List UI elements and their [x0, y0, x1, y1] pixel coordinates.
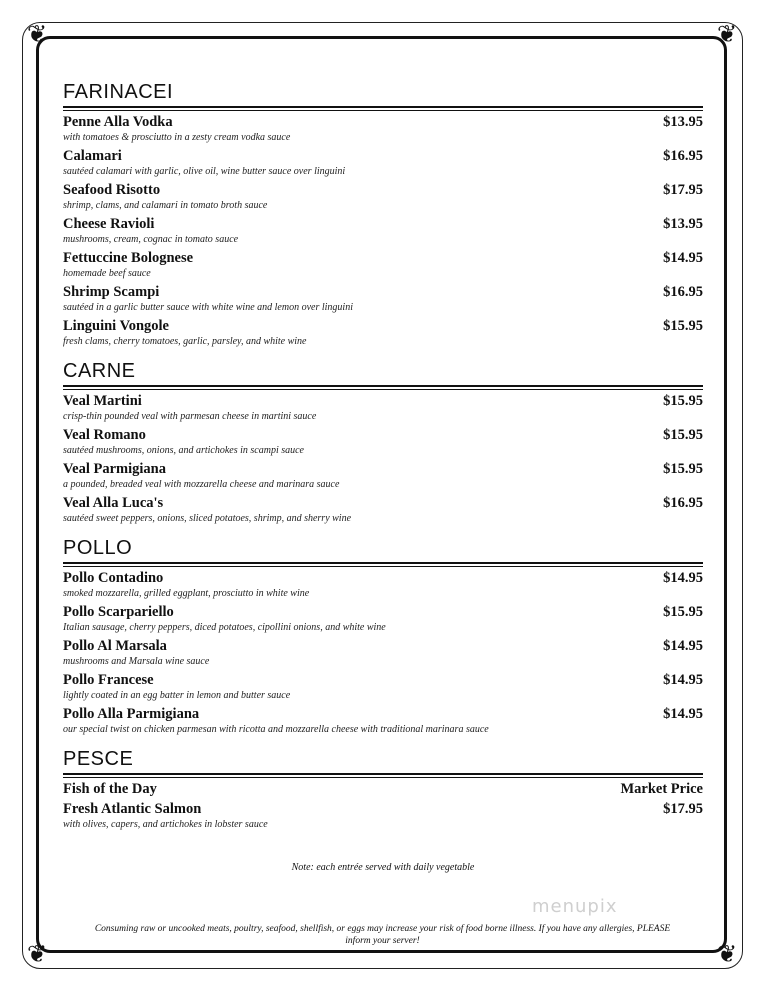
menu-item — [63, 461, 703, 492]
item-name: Fish of the Day — [63, 781, 157, 797]
item-description: sautéed in a garlic butter sauce with white wine and lemon over linguini — [63, 302, 353, 313]
item-description: homemade beef sauce — [63, 268, 151, 279]
item-name: Veal Romano — [63, 427, 146, 443]
entree-note: Note: each entrée served with daily vegetable — [291, 862, 475, 873]
menu-item — [63, 638, 703, 669]
item-description: fresh clams, cherry tomatoes, garlic, parsley, and white wine — [63, 336, 307, 347]
menu-section-farinacei — [63, 80, 703, 349]
item-price: $15.95 — [663, 604, 703, 620]
item-description: with tomatoes & prosciutto in a zesty cream vodka sauce — [63, 132, 291, 143]
item-name: Cheese Ravioli — [63, 216, 155, 232]
section-rule — [63, 562, 703, 567]
corner-ornament-icon: ❦ — [716, 942, 738, 968]
item-name: Seafood Risotto — [63, 182, 161, 198]
item-price: $13.95 — [663, 216, 703, 232]
item-description: our special twist on chicken parmesan with ricotta and mozzarella cheese with traditional marinara sauce — [63, 724, 489, 735]
menu-item — [63, 393, 703, 424]
section-rule — [63, 773, 703, 778]
item-price: $17.95 — [663, 801, 703, 817]
item-name: Pollo Scarpariello — [63, 604, 174, 620]
item-description: mushrooms and Marsala wine sauce — [63, 656, 210, 667]
item-name: Linguini Vongole — [63, 318, 169, 334]
item-price: $16.95 — [663, 495, 703, 511]
corner-ornament-icon: ❦ — [26, 942, 48, 968]
allergy-disclaimer: Consuming raw or uncooked meats, poultry, seafood, shellfish, or eggs may increase your risk of food borne illness. If you have any allergies, PLEASE inform your server! — [94, 924, 671, 946]
menu-item — [63, 672, 703, 703]
item-price: $13.95 — [663, 114, 703, 130]
item-description: sautéed sweet peppers, onions, sliced potatoes, shrimp, and sherry wine — [63, 513, 352, 524]
menu-item — [63, 495, 703, 526]
item-name: Veal Alla Luca's — [63, 495, 164, 511]
item-description: sautéed calamari with garlic, olive oil, wine butter sauce over linguini — [63, 166, 346, 177]
menu-item — [63, 182, 703, 213]
item-price: $15.95 — [663, 393, 703, 409]
item-description: sautéed mushrooms, onions, and artichokes in scampi sauce — [63, 445, 304, 456]
item-description: shrimp, clams, and calamari in tomato broth sauce — [63, 200, 268, 211]
item-price: $15.95 — [663, 318, 703, 334]
section-rule — [63, 385, 703, 390]
item-price: $17.95 — [663, 182, 703, 198]
item-price: $14.95 — [663, 570, 703, 586]
menu-item — [63, 604, 703, 635]
item-price: Market Price — [620, 781, 703, 797]
item-name: Veal Parmigiana — [63, 461, 166, 477]
item-name: Pollo Al Marsala — [63, 638, 167, 654]
item-description: crisp-thin pounded veal with parmesan cheese in martini sauce — [63, 411, 317, 422]
item-name: Veal Martini — [63, 393, 142, 409]
menu-content — [63, 80, 703, 842]
corner-ornament-icon: ❦ — [26, 22, 48, 48]
section-title: CARNE — [63, 360, 136, 382]
item-price: $15.95 — [663, 461, 703, 477]
menu-item — [63, 318, 703, 349]
section-title: POLLO — [63, 537, 133, 559]
menu-item — [63, 284, 703, 315]
menu-item — [63, 216, 703, 247]
item-price: $14.95 — [663, 638, 703, 654]
menu-item — [63, 114, 703, 145]
item-name: Pollo Alla Parmigiana — [63, 706, 200, 722]
item-description: mushrooms, cream, cognac in tomato sauce — [63, 234, 239, 245]
item-price: $16.95 — [663, 148, 703, 164]
item-name: Penne Alla Vodka — [63, 114, 173, 130]
menu-item — [63, 781, 703, 798]
item-price: $16.95 — [663, 284, 703, 300]
item-description: Italian sausage, cherry peppers, diced potatoes, cipollini onions, and white wine — [63, 622, 386, 633]
item-description: a pounded, breaded veal with mozzarella cheese and marinara sauce — [63, 479, 340, 490]
item-name: Pollo Contadino — [63, 570, 164, 586]
menu-item — [63, 570, 703, 601]
item-description: lightly coated in an egg batter in lemon and butter sauce — [63, 690, 291, 701]
menu-section-pesce — [63, 747, 703, 832]
item-price: $14.95 — [663, 706, 703, 722]
item-name: Fettuccine Bolognese — [63, 250, 194, 266]
item-price: $14.95 — [663, 250, 703, 266]
item-price: $15.95 — [663, 427, 703, 443]
section-rule — [63, 106, 703, 111]
menu-item — [63, 427, 703, 458]
item-description: smoked mozzarella, grilled eggplant, prosciutto in white wine — [63, 588, 310, 599]
item-name: Calamari — [63, 148, 122, 164]
item-name: Fresh Atlantic Salmon — [63, 801, 202, 817]
section-title: FARINACEI — [63, 81, 174, 103]
item-price: $14.95 — [663, 672, 703, 688]
menu-section-carne — [63, 359, 703, 526]
menu-item — [63, 148, 703, 179]
menu-item — [63, 801, 703, 832]
watermark: menupix — [532, 896, 618, 917]
menu-item — [63, 706, 703, 737]
corner-ornament-icon: ❦ — [716, 22, 738, 48]
item-description: with olives, capers, and artichokes in lobster sauce — [63, 819, 268, 830]
menu-section-pollo — [63, 536, 703, 737]
section-title: PESCE — [63, 748, 134, 770]
item-name: Pollo Francese — [63, 672, 154, 688]
menu-item — [63, 250, 703, 281]
item-name: Shrimp Scampi — [63, 284, 160, 300]
